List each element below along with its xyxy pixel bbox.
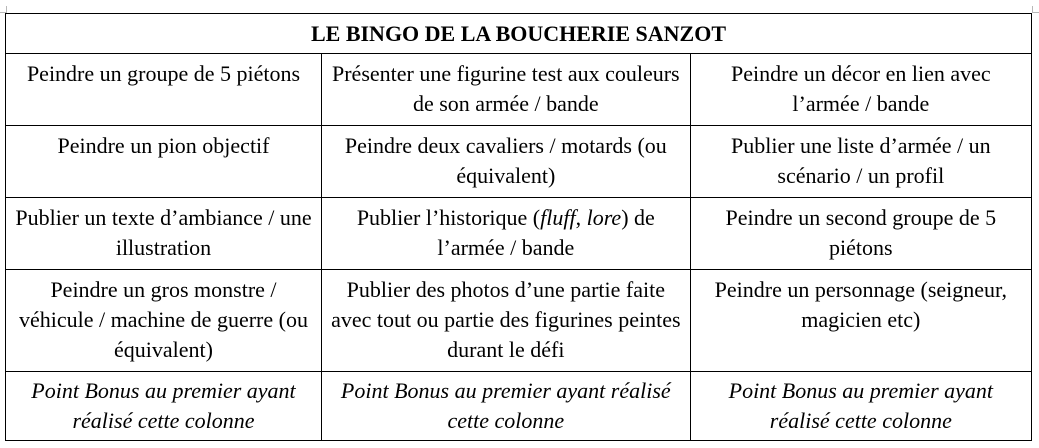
table-cell: Peindre un pion objectif xyxy=(6,126,322,198)
table-row xyxy=(6,54,1032,126)
bingo-table xyxy=(5,13,1032,441)
history-text-before: Publier l’historique ( xyxy=(356,205,541,230)
bonus-row xyxy=(6,372,1032,441)
table-cell: Peindre deux cavaliers / motards (ou équivalent) xyxy=(321,126,690,198)
table-cell: Peindre un groupe de 5 piétons xyxy=(6,54,322,126)
fluff-term: fluff xyxy=(540,205,576,230)
lore-term: lore xyxy=(586,205,622,230)
table-cell: Peindre un décor en lien avec l’armée / bande xyxy=(690,54,1031,126)
history-text-separator: , xyxy=(575,205,587,230)
title-row xyxy=(6,14,1032,54)
bonus-cell: Point Bonus au premier ayant réalisé cette colonne xyxy=(690,372,1031,441)
table-title: LE BINGO DE LA BOUCHERIE SANZOT xyxy=(6,14,1032,54)
table-cell-history xyxy=(321,198,690,270)
table-row xyxy=(6,126,1032,198)
history-text-after: ) de l’armée / bande xyxy=(437,205,655,260)
page-corner-mark-left xyxy=(0,6,7,13)
table-cell: Publier des photos d’une partie faite avec tout ou partie des figurines peintes durant le défi xyxy=(321,270,690,372)
table-row xyxy=(6,198,1032,270)
bonus-cell: Point Bonus au premier ayant réalisé cette colonne xyxy=(321,372,690,441)
table-cell: Peindre un personnage (seigneur, magicien etc) xyxy=(690,270,1031,372)
page-corner-mark-right xyxy=(1032,6,1039,13)
table-cell: Peindre un gros monstre / véhicule / machine de guerre (ou équivalent) xyxy=(6,270,322,372)
table-cell: Peindre un second groupe de 5 piétons xyxy=(690,198,1031,270)
table-cell: Présenter une figurine test aux couleurs de son armée / bande xyxy=(321,54,690,126)
bonus-cell: Point Bonus au premier ayant réalisé cette colonne xyxy=(6,372,322,441)
table-cell: Publier un texte d’ambiance / une illustration xyxy=(6,198,322,270)
table-row xyxy=(6,270,1032,372)
table-cell: Publier une liste d’armée / un scénario / un profil xyxy=(690,126,1031,198)
